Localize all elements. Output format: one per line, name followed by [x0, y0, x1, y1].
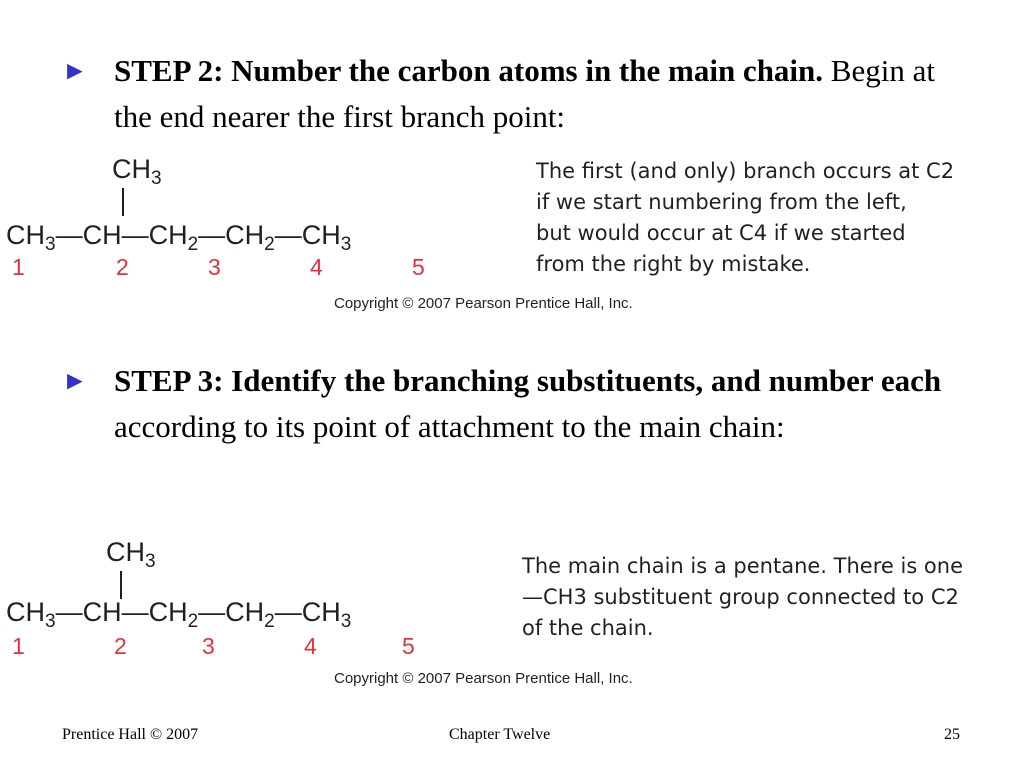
- carbon-number: 3: [208, 254, 221, 280]
- carbon-number: 1: [12, 633, 25, 659]
- step-3-body: according to its point of attachment to the main chain:: [114, 409, 785, 444]
- step-3-heading: STEP 3: Identify the branching substituents, and number each: [114, 363, 942, 398]
- main-chain: $CH_3—CH—CH_2—CH_2—CH_3$: [6, 597, 352, 632]
- footer-left: Prentice Hall © 2007: [62, 726, 199, 743]
- page-number: 25: [944, 726, 960, 743]
- bullet-step-3: [62, 358, 962, 498]
- structure-2-methylbutane: [6, 150, 506, 290]
- carbon-number: 1: [12, 254, 25, 280]
- bullet-arrow-icon: ►: [62, 56, 88, 85]
- copyright-notice: Copyright © 2007 Pearson Prentice Hall, Inc.: [334, 670, 633, 687]
- footer-center: Chapter Twelve: [449, 726, 551, 743]
- carbon-number: 4: [310, 254, 323, 280]
- branch-group: $CH_3$: [106, 537, 156, 572]
- carbon-number: 3: [202, 633, 215, 659]
- carbon-number: 2: [114, 633, 127, 659]
- figure-step-2: [0, 150, 1024, 340]
- bullet-arrow-icon: ►: [62, 366, 88, 395]
- step-2-heading: STEP 2: Number the carbon atoms in the main chain.: [114, 53, 824, 88]
- figure-2-caption: The main chain is a pentane. There is one —CH3 substituent group connected to C2 of the chain.: [522, 554, 964, 640]
- main-chain: $CH_3—CH—CH_2—CH_2—CH_3$: [6, 220, 352, 255]
- carbon-number: 5: [412, 254, 425, 280]
- bullet-step-2: [62, 48, 962, 140]
- step-2-body: Begin at the end nearer the first branch point:: [114, 53, 935, 134]
- figure-step-3: [0, 535, 1024, 725]
- branch-bond: [122, 188, 124, 216]
- carbon-number: 4: [304, 633, 317, 659]
- figure-1-caption: The first (and only) branch occurs at C2 if we start numbering from the left, but would occur at C4 if we started from the right by mistake.: [536, 159, 955, 276]
- branch-bond: [120, 571, 122, 599]
- step-3-text: [114, 358, 974, 450]
- step-2-text: [114, 48, 974, 140]
- copyright-notice: Copyright © 2007 Pearson Prentice Hall, Inc.: [334, 295, 633, 312]
- structure-2-methylbutane: [6, 535, 506, 675]
- carbon-number: 5: [402, 633, 415, 659]
- branch-group: $CH_3$: [112, 154, 162, 189]
- carbon-number: 2: [116, 254, 129, 280]
